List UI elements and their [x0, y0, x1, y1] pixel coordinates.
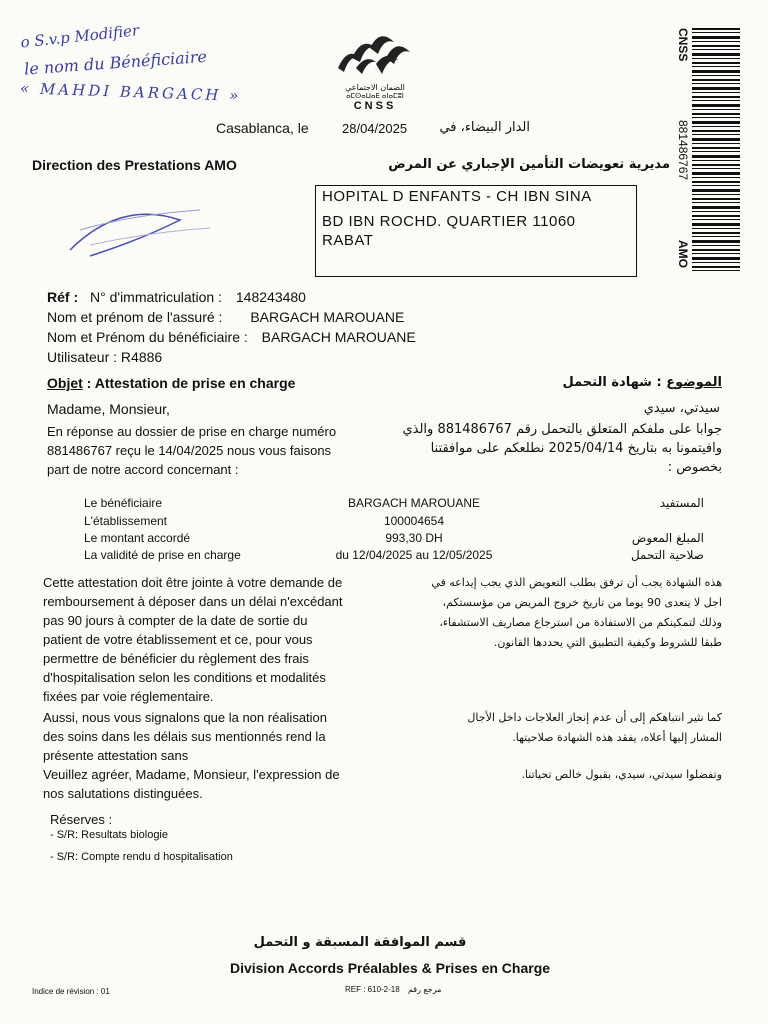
validity-paragraph-ar [392, 708, 722, 748]
barcode-bottom-label: AMO [676, 240, 690, 268]
objet-line-ar [520, 375, 722, 390]
cnss-logo-icon [330, 28, 420, 78]
reserve-item: - S/R: Compte rendu d hospitalisation [50, 851, 233, 863]
details-label: Le bénéficiaire [84, 496, 163, 510]
intro-line-1: En réponse au dossier de prise en charge numéro [47, 424, 337, 439]
conditions-line: pas 90 jours à compter de la date de sortie du [43, 613, 308, 628]
immat-label: N° d'immatriculation : [90, 289, 222, 305]
direction-title: Direction des Prestations AMO [32, 157, 237, 173]
closing-ar-line: وتفضلوا سيدتي، سيدي، بقبول خالص تحياتنا. [521, 768, 722, 781]
details-row [84, 514, 704, 531]
conditions-paragraph-ar [392, 573, 722, 653]
handwritten-line-3: « MAHDI BARGACH » [19, 79, 242, 105]
footer-ref [345, 985, 441, 994]
handwritten-line-1: o S.v.p Modifier [19, 21, 140, 52]
conditions-line: patient de votre établissement et ce, pour vous [43, 632, 313, 647]
details-label: La validité de prise en charge [84, 548, 241, 562]
objet-line [47, 375, 295, 391]
conditions-ar-line: وذلك لتمكينكم من الاستفادة من استرجاع مصاريف الاستشفاء، [439, 616, 722, 629]
details-value: 100004654 [383, 514, 445, 528]
immat-value: 148243480 [235, 289, 306, 305]
address-line-2: BD IBN ROCHD. QUARTIER 11060 [322, 213, 576, 230]
closing-paragraph-ar [392, 765, 722, 785]
intro-ar-line-1: جوابا على ملفكم المتعلق بالتحمل رقم 881486767 والذي [402, 422, 722, 437]
beneficiaire-value: BARGACH MAROUANE [261, 329, 416, 345]
cnss-logo [325, 28, 425, 112]
details-table [84, 496, 704, 565]
logo-arabic: الضمان الاجتماعي [345, 83, 405, 92]
details-label-ar: المستفيد [659, 496, 704, 510]
recipient-address-box [315, 185, 637, 277]
footer-ref-fr: REF : 610-2-18 [345, 985, 400, 994]
immat-row [47, 287, 416, 307]
footer-ref-ar: مرجع رقم [407, 985, 442, 994]
address-line-1: HOPITAL D ENFANTS - CH IBN SINA [322, 188, 592, 205]
conditions-line: fixées par voie réglementaire. [43, 689, 214, 704]
intro-line-3: part de notre accord concernant : [47, 462, 239, 477]
division-title: Division Accords Préalables & Prises en Charge [229, 960, 551, 976]
objet-text: : Attestation de prise en charge [86, 375, 296, 391]
direction-title-ar: مديرية تعويضات التأمين الإجباري عن المرض [388, 157, 670, 172]
city-label: Casablanca, le [216, 120, 309, 136]
assure-row [47, 307, 416, 327]
greeting-ar: سيدتي، سيدي [643, 401, 720, 416]
signature-stamp [60, 190, 230, 270]
conditions-line: remboursement à déposer dans un délai n'excédant [43, 594, 343, 609]
details-value: du 12/04/2025 au 12/05/2025 [335, 548, 493, 562]
address-line-3: RABAT [322, 232, 374, 249]
barcode [692, 28, 740, 272]
details-row [84, 496, 704, 514]
reserve-item: - S/R: Resultats biologie [50, 829, 168, 841]
assure-value: BARGACH MAROUANE [250, 309, 405, 325]
objet-label-ar: الموضوع [666, 375, 722, 390]
conditions-line: Cette attestation doit être jointe à votre demande de [43, 575, 343, 590]
details-row [84, 548, 704, 565]
details-label: Le montant accordé [84, 531, 191, 545]
intro-paragraph [47, 422, 336, 479]
validity-ar-line: كما نثير انتباهكم إلى أن عدم إنجاز العلاجات داخل الأجال [467, 711, 722, 724]
letter-date: 28/04/2025 [342, 121, 408, 136]
reference-block [47, 287, 416, 367]
user-value: R4886 [120, 349, 163, 365]
validity-line: présente attestation sans [43, 748, 189, 763]
beneficiaire-label: Nom et Prénom du bénéficiaire : [47, 329, 248, 345]
details-label: L'établissement [84, 514, 168, 528]
user-label: Utilisateur : [47, 349, 118, 365]
handwritten-note [19, 21, 242, 105]
intro-ar-line-2: وافيتمونا به بتاريخ 2025/04/14 نطلعكم على موافقتنا [430, 441, 722, 456]
logo-tifinagh: ⴰⵎⵙⴰⵡⴰⴹ ⴰⵏⴰⵎⵓⵏ [346, 93, 404, 100]
objet-label: Objet [47, 375, 83, 391]
objet-text-ar: : شهادة التحمل [562, 375, 662, 390]
closing-line: Veuillez agréer, Madame, Monsieur, l'expression de [43, 767, 340, 782]
barcode-top-label: CNSS [676, 28, 690, 62]
details-value: 993,30 DH [385, 531, 443, 545]
greeting: Madame, Monsieur, [47, 401, 170, 417]
conditions-line: permettre de bénéficier du règlement des frais [43, 651, 309, 666]
details-label-ar: صلاحية التحمل [630, 548, 704, 562]
user-row [47, 347, 416, 367]
closing-paragraph [43, 765, 340, 803]
division-title-ar: قسم الموافقة المسبقة و التحمل [253, 935, 467, 950]
validity-line: des soins dans les délais sus mentionnés rend la [43, 729, 326, 744]
intro-line-2: 881486767 reçu le 14/04/2025 nous vous faisons [47, 443, 332, 458]
validity-paragraph [43, 708, 327, 765]
details-value: BARGACH MAROUANE [347, 496, 481, 510]
conditions-ar-line: هذه الشهادة يجب أن ترفق بطلب التعويض الذي يجب إيداعه في [431, 576, 722, 589]
beneficiaire-row [47, 327, 416, 347]
logo-acronym: CNSS [353, 100, 397, 112]
conditions-ar-line: اجل لا يتعدى 90 يوما من تاريخ خروج المريض من مؤسستكم، [442, 596, 722, 609]
conditions-line: d'hospitalisation selon les conditions et modalités [43, 670, 326, 685]
details-row [84, 531, 704, 548]
conditions-paragraph [43, 573, 343, 706]
city-label-ar: الدار البيضاء، في [439, 120, 530, 135]
barcode-number: 881486767 [676, 120, 690, 181]
details-label-ar: المبلغ المعوض [631, 531, 704, 545]
closing-line: nos salutations distinguées. [43, 786, 203, 801]
revision-index: Indice de révision : 01 [32, 987, 110, 996]
intro-ar-line-3: بخصوص : [667, 460, 722, 475]
intro-paragraph-ar [380, 420, 722, 477]
conditions-ar-line: طبقا للشروط وكيفية التطبيق التي يحددها القانون. [493, 636, 722, 649]
handwritten-line-2: le nom du Bénéficiaire [23, 46, 208, 79]
details-label-ar [524, 514, 704, 531]
assure-label: Nom et prénom de l'assuré : [47, 309, 223, 325]
validity-line: Aussi, nous vous signalons que la non réalisation [43, 710, 328, 725]
reserves-title: Réserves : [50, 812, 113, 827]
reserves-block [50, 812, 233, 863]
ref-label: Réf : [47, 289, 79, 305]
validity-ar-line: المشار إليها أعلاه، يفقد هذه الشهادة صلاحيتها. [512, 731, 722, 744]
